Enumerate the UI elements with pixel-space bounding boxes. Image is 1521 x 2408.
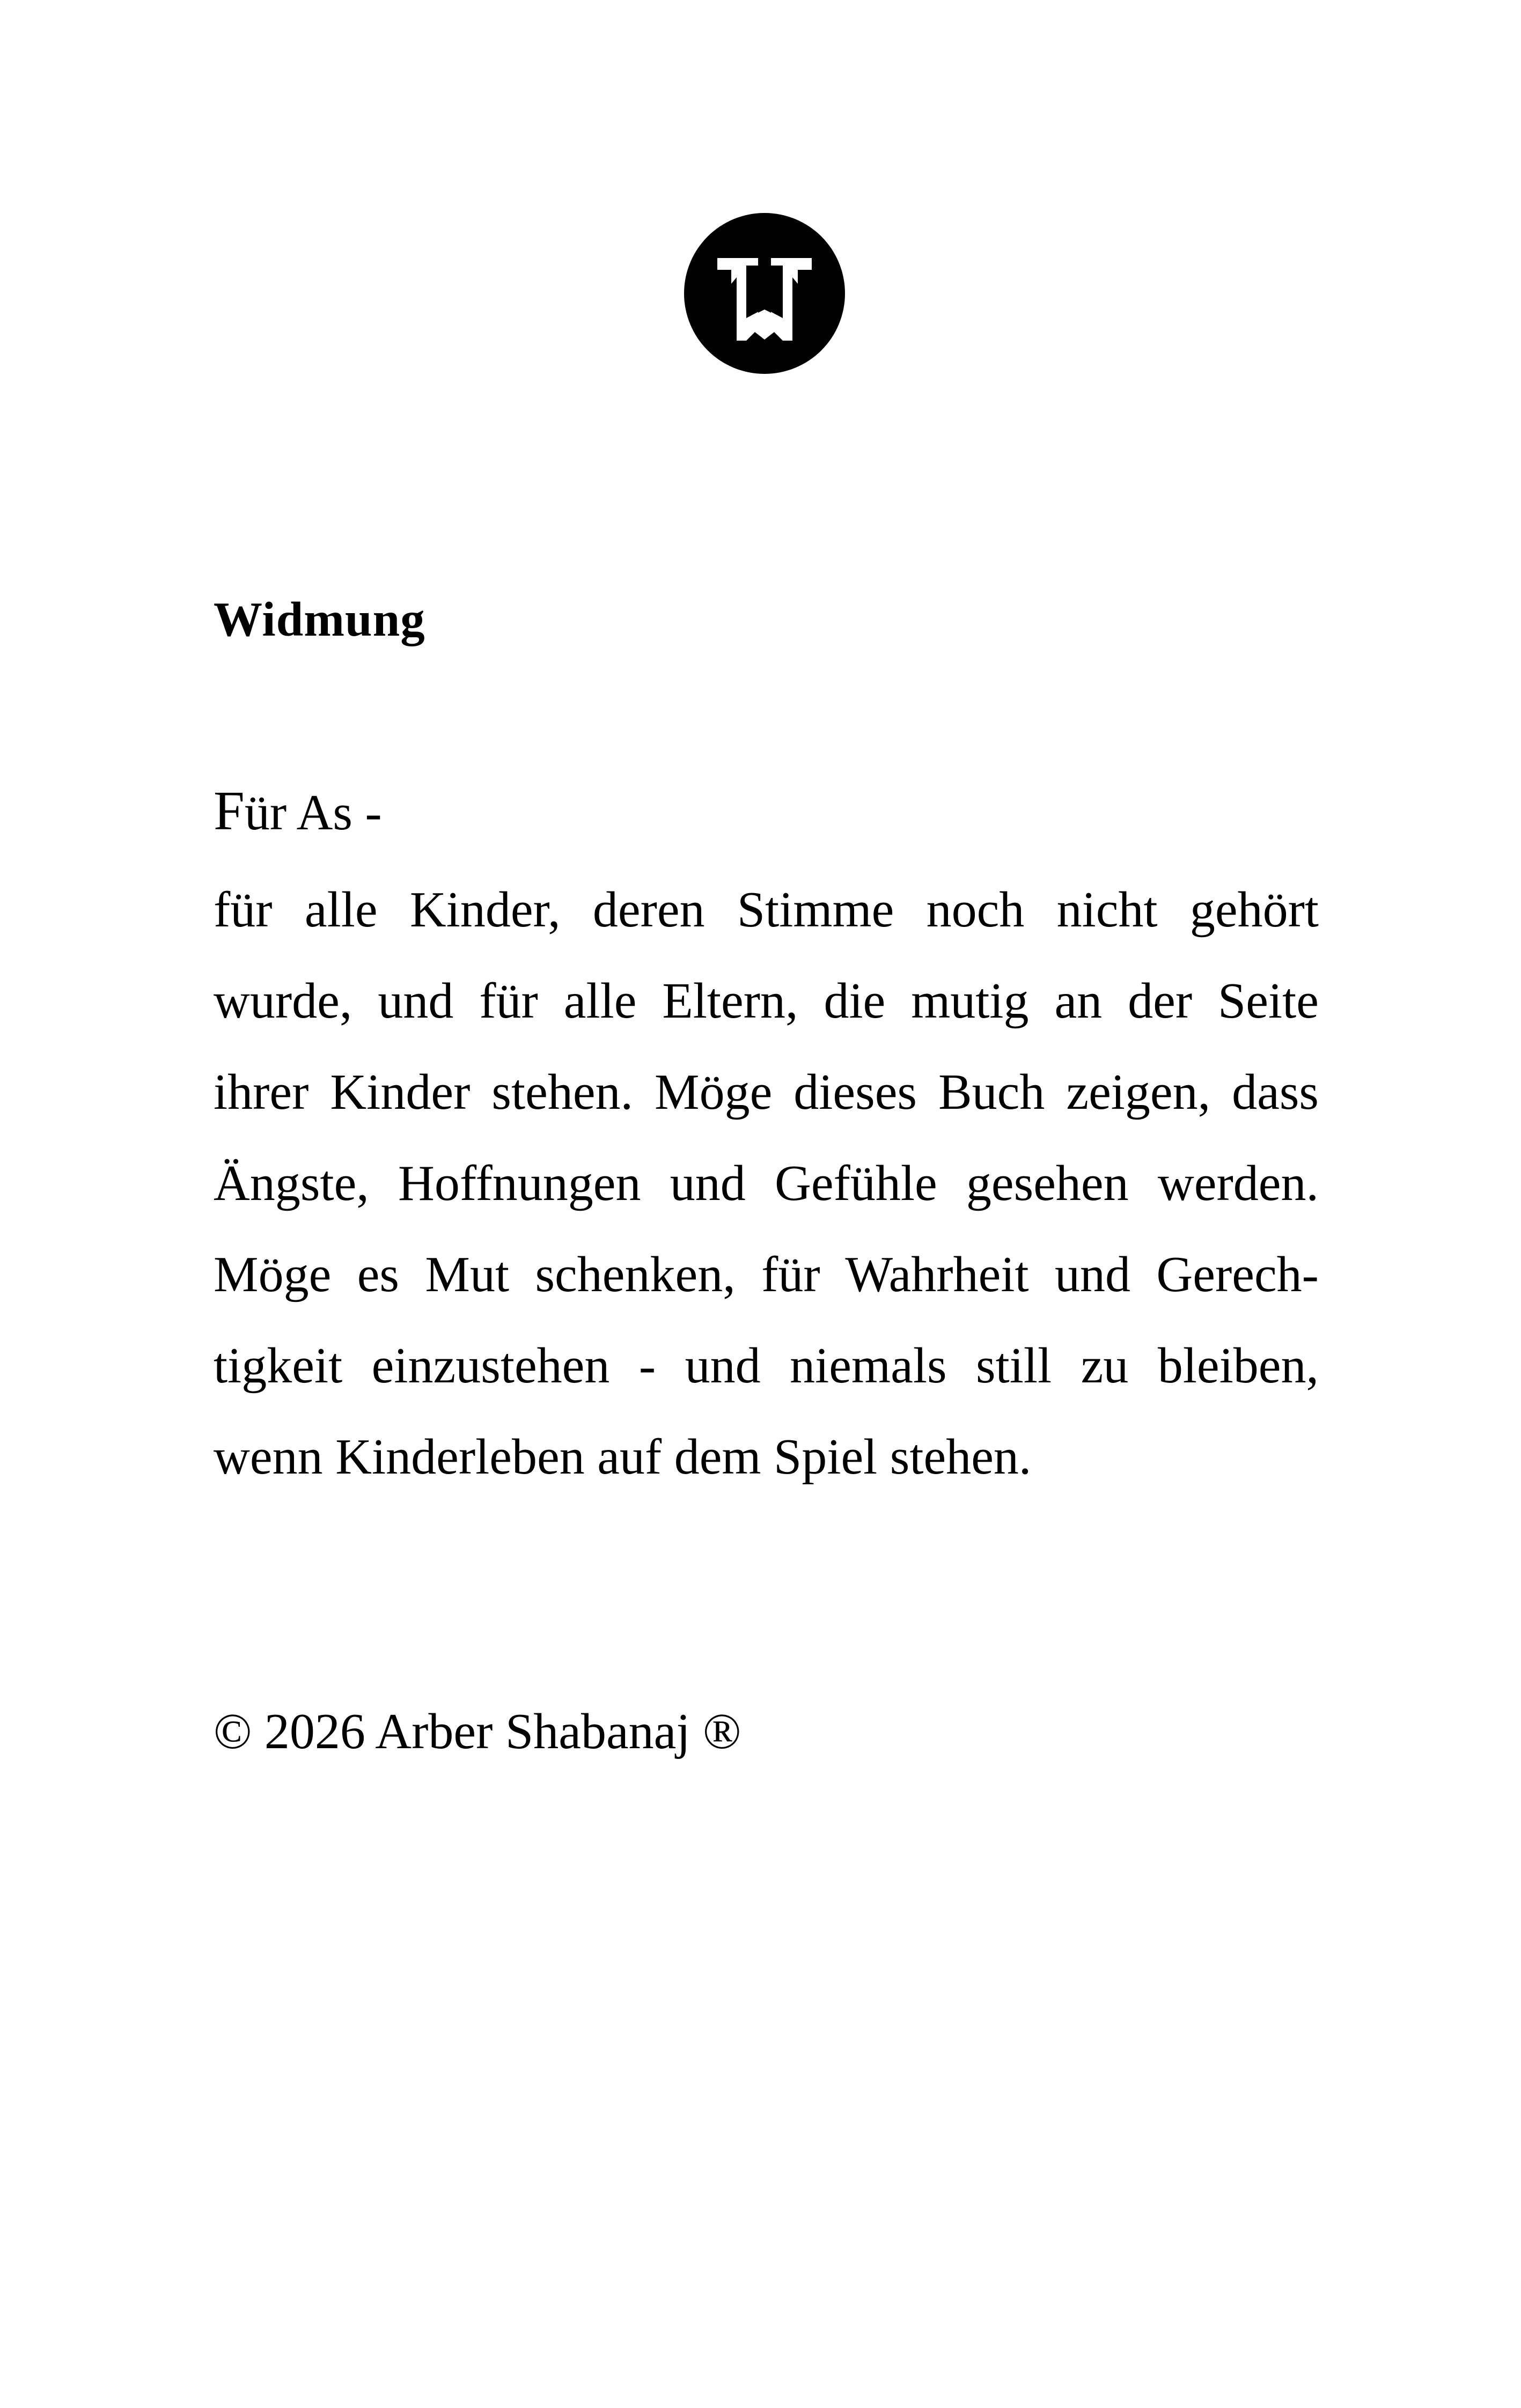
dedication-text bbox=[214, 872, 1319, 1511]
dedication-line: wenn Kinderleben auf dem Spiel stehen. bbox=[214, 1429, 1032, 1485]
dedication-line: wurde, und für alle Eltern, die mutig an der Seite bbox=[214, 973, 1319, 1029]
greeting-initial: F bbox=[214, 780, 245, 842]
dedication-line: ihrer Kinder stehen. Möge dieses Buch zeigen, dass bbox=[214, 1064, 1319, 1120]
dedication-line: Ängste, Hoffnungen und Gefühle gesehen werden. bbox=[214, 1155, 1319, 1211]
copyright-notice: © 2026 Arber Shabanaj ® bbox=[214, 1704, 741, 1759]
dedication-greeting bbox=[214, 779, 382, 845]
dedication-line: tigkeit einzustehen - und niemals still zu bleiben, bbox=[214, 1338, 1319, 1394]
publisher-logo-icon bbox=[684, 213, 845, 374]
dedication-line: Möge es Mut schenken, für Wahrheit und Gerech- bbox=[214, 1247, 1319, 1302]
greeting-rest: ür As - bbox=[244, 785, 382, 841]
dedication-line: für alle Kinder, deren Stimme noch nicht gehört bbox=[214, 882, 1319, 938]
dedication-heading: Widmung bbox=[214, 592, 425, 646]
